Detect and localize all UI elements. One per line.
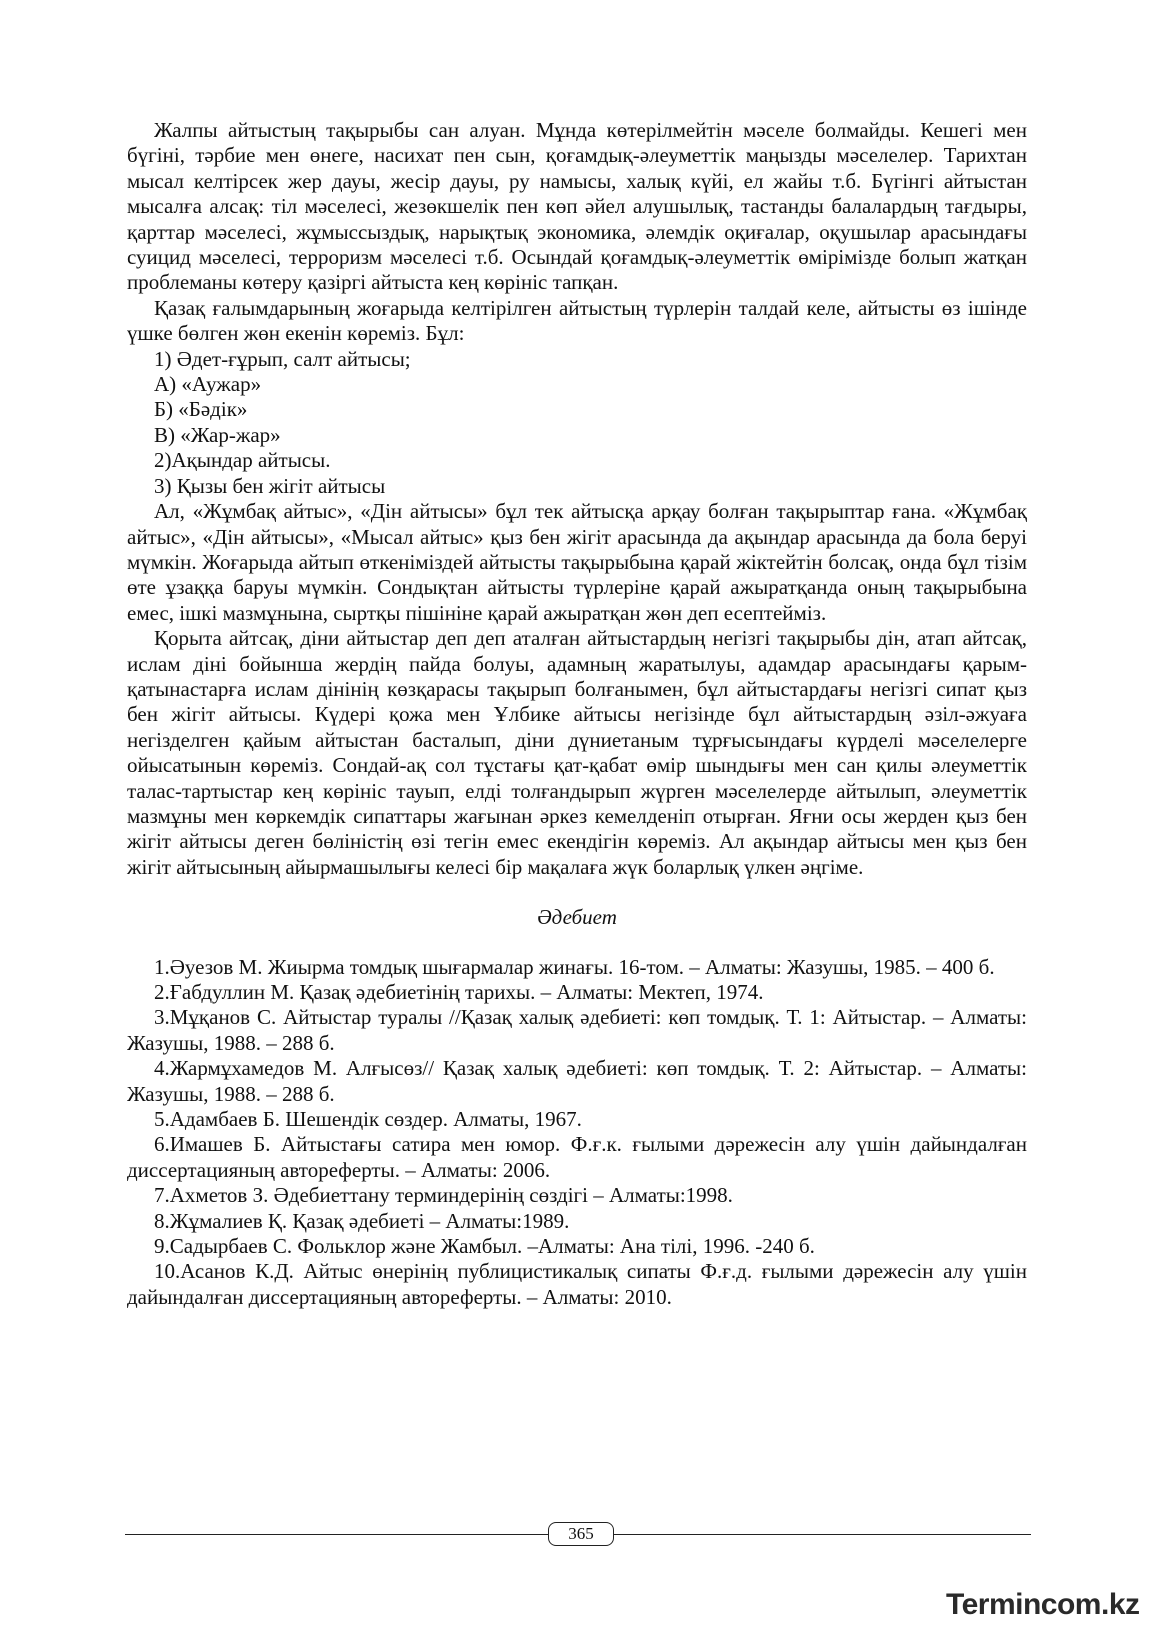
references-title: Әдебиет [537,905,617,930]
page-footer [125,1520,1031,1548]
paragraph: Жалпы айтыстың тақырыбы сан алуан. Мұнда көтерілмейтін мәселе болмайды. Кешегі мен бүгіні, тәрбие мен өнеге, насихат пен сын, қоғамдық-әлеуметтік маңызды мәселелер. Тарихтан мысал келтірсек жер дауы, жесір дауы, ру намысы, халық күйі, ел жайы т.б. Бүгінгі айтыстан мысалға алсақ: тіл мәселесі, жезөкшелік пен көп әйел алушылық, тастанды балалардың тағдыры, қарттар мәселесі, жұмыссыздық, нарықтық экономика, әлемдік оқиғалар, оқушылар арасындағы суицид мәселесі, терроризм мәселесі т.б. Осындай қоғамдық-әлеуметтік өмірімізде болып жатқан проблеманы көтеру қазіргі айтыста кең көрініс тапқан. [127,118,1027,295]
list-item: В) «Жар-жар» [154,422,281,447]
list-item: Б) «Бәдік» [154,397,248,422]
list-item: А) «Аужар» [154,372,262,397]
paragraph: Қазақ ғалымдарының жоғарыда келтірілген айтыстың түрлерін талдай келе, айтысты өз ішінде үшке бөлген жөн екенін көреміз. Бұл: [127,295,1027,346]
list-item: 1) Әдет-ғұрып, салт айтысы; [154,346,411,371]
references-list [127,955,1027,1311]
reference-item: 2.Ғабдуллин М. Қазақ әдебиетінің тарихы. – Алматы: Мектеп, 1974. [154,980,764,1004]
reference-item: 4.Жармұхамедов М. Алғысөз// Қазақ халық әдебиеті: көп томдық. Т. 2: Айтыстар. – Алматы: Жазушы, 1988. – 288 б. [127,1056,1027,1106]
reference-item: 9.Садырбаев С. Фольклор және Жамбыл. –Алматы: Ана тілі, 1996. -240 б. [154,1234,815,1259]
reference-item: 8.Жұмалиев Қ. Қазақ әдебиеті – Алматы:1989. [154,1208,570,1233]
reference-item: 10.Асанов К.Д. Айтыс өнерінің публицистикалық сипаты Ф.ғ.д. ғылыми дәрежесін алу үшін дайындалған диссертацияның автореферты. – Алматы: 2010. [127,1259,1027,1309]
paragraph: Ал, «Жұмбақ айтыс», «Дін айтысы» бұл тек айтысқа арқау болған тақырыптар ғана. «Жұмбақ айтыс», «Дін айтысы», «Мысал айтыс» қыз бен жігіт арасында да ақындар арасында да бола беруі мүмкін. Жоғарыда айтып өткеніміздей айтысты тақырыбына қарай жіктейтін болсақ, онда бұл тізім өте ұзаққа баруы мүмкін. Сондықтан айтысты түрлеріне қарай ажыратқанда оның тақырыбына емес, ішкі мазмұнына, сыртқы пішініне қарай ажыратқан жөн деп есептейміз. [127,499,1027,625]
reference-item: 3.Мұқанов С. Айтыстар туралы //Қазақ халық әдебиеті: көп томдық. Т. 1: Айтыстар. – Алматы: Жазушы, 1988. – 288 б. [127,1005,1027,1055]
classification-list [127,347,1027,499]
page-number: 365 [548,1522,614,1546]
reference-item: 1.Әуезов М. Жиырма томдық шығармалар жинағы. 16-том. – Алматы: Жазушы, 1985. – 400 б. [154,954,995,979]
paragraph: Қорыта айтсақ, діни айтыстар деп деп аталған айтыстардың негізгі тақырыбы дін, атап айтсақ, ислам діні бойынша жердің пайда болуы, адамның жаратылуы, адамдар арасындағы қарым-қатынастарға ислам дінінің көзқарасы тақырып болғанымен, бұл айтыстардағы негізгі сипат қыз бен жігіт айтысы. Күдері қожа мен Ұлбике айтысы негізінде бұл айтыстардың әзіл-әжуаға негізделген қайым айтыстан басталып, діни дүниетаным тұрғысындағы күрделі мәселелерге ойысатынын көреміз. Сондай-ақ сол тұстағы қат-қабат өмір шындығы мен сан қилы әлеуметтік талас-тартыстар кең көрініс тауып, елді толғандырып жүрген мәселелерде айтылып, әлеуметтік мазмұны мен көркемдік сипаттары жағынан әркез кемелденіп отырған. Яғни осы жерден қыз бен жігіт айтысы деген бөліністің өзі тегін емес екендігін көреміз. Ал ақындар айтысы мен қыз бен жігіт айтысының айырмашылығы келесі бір мақалаға жүк боларлық үлкен әңгіме. [127,626,1027,879]
reference-item: 6.Имашев Б. Айтыстағы сатира мен юмор. Ф.ғ.к. ғылыми дәрежесін алу үшін дайындалған диссертацияның автореферты. – Алматы: 2006. [127,1132,1027,1182]
list-item: 3) Қызы бен жігіт айтысы [154,473,386,498]
document-body [127,118,1027,1310]
reference-item: 5.Адамбаев Б. Шешендік сөздер. Алматы, 1967. [154,1107,582,1132]
watermark-logo: Termincom.kz [946,1588,1140,1621]
reference-item: 7.Ахметов З. Әдебиеттану терминдерінің сөздігі – Алматы:1998. [154,1183,733,1208]
list-item: 2)Ақындар айтысы. [154,448,331,473]
